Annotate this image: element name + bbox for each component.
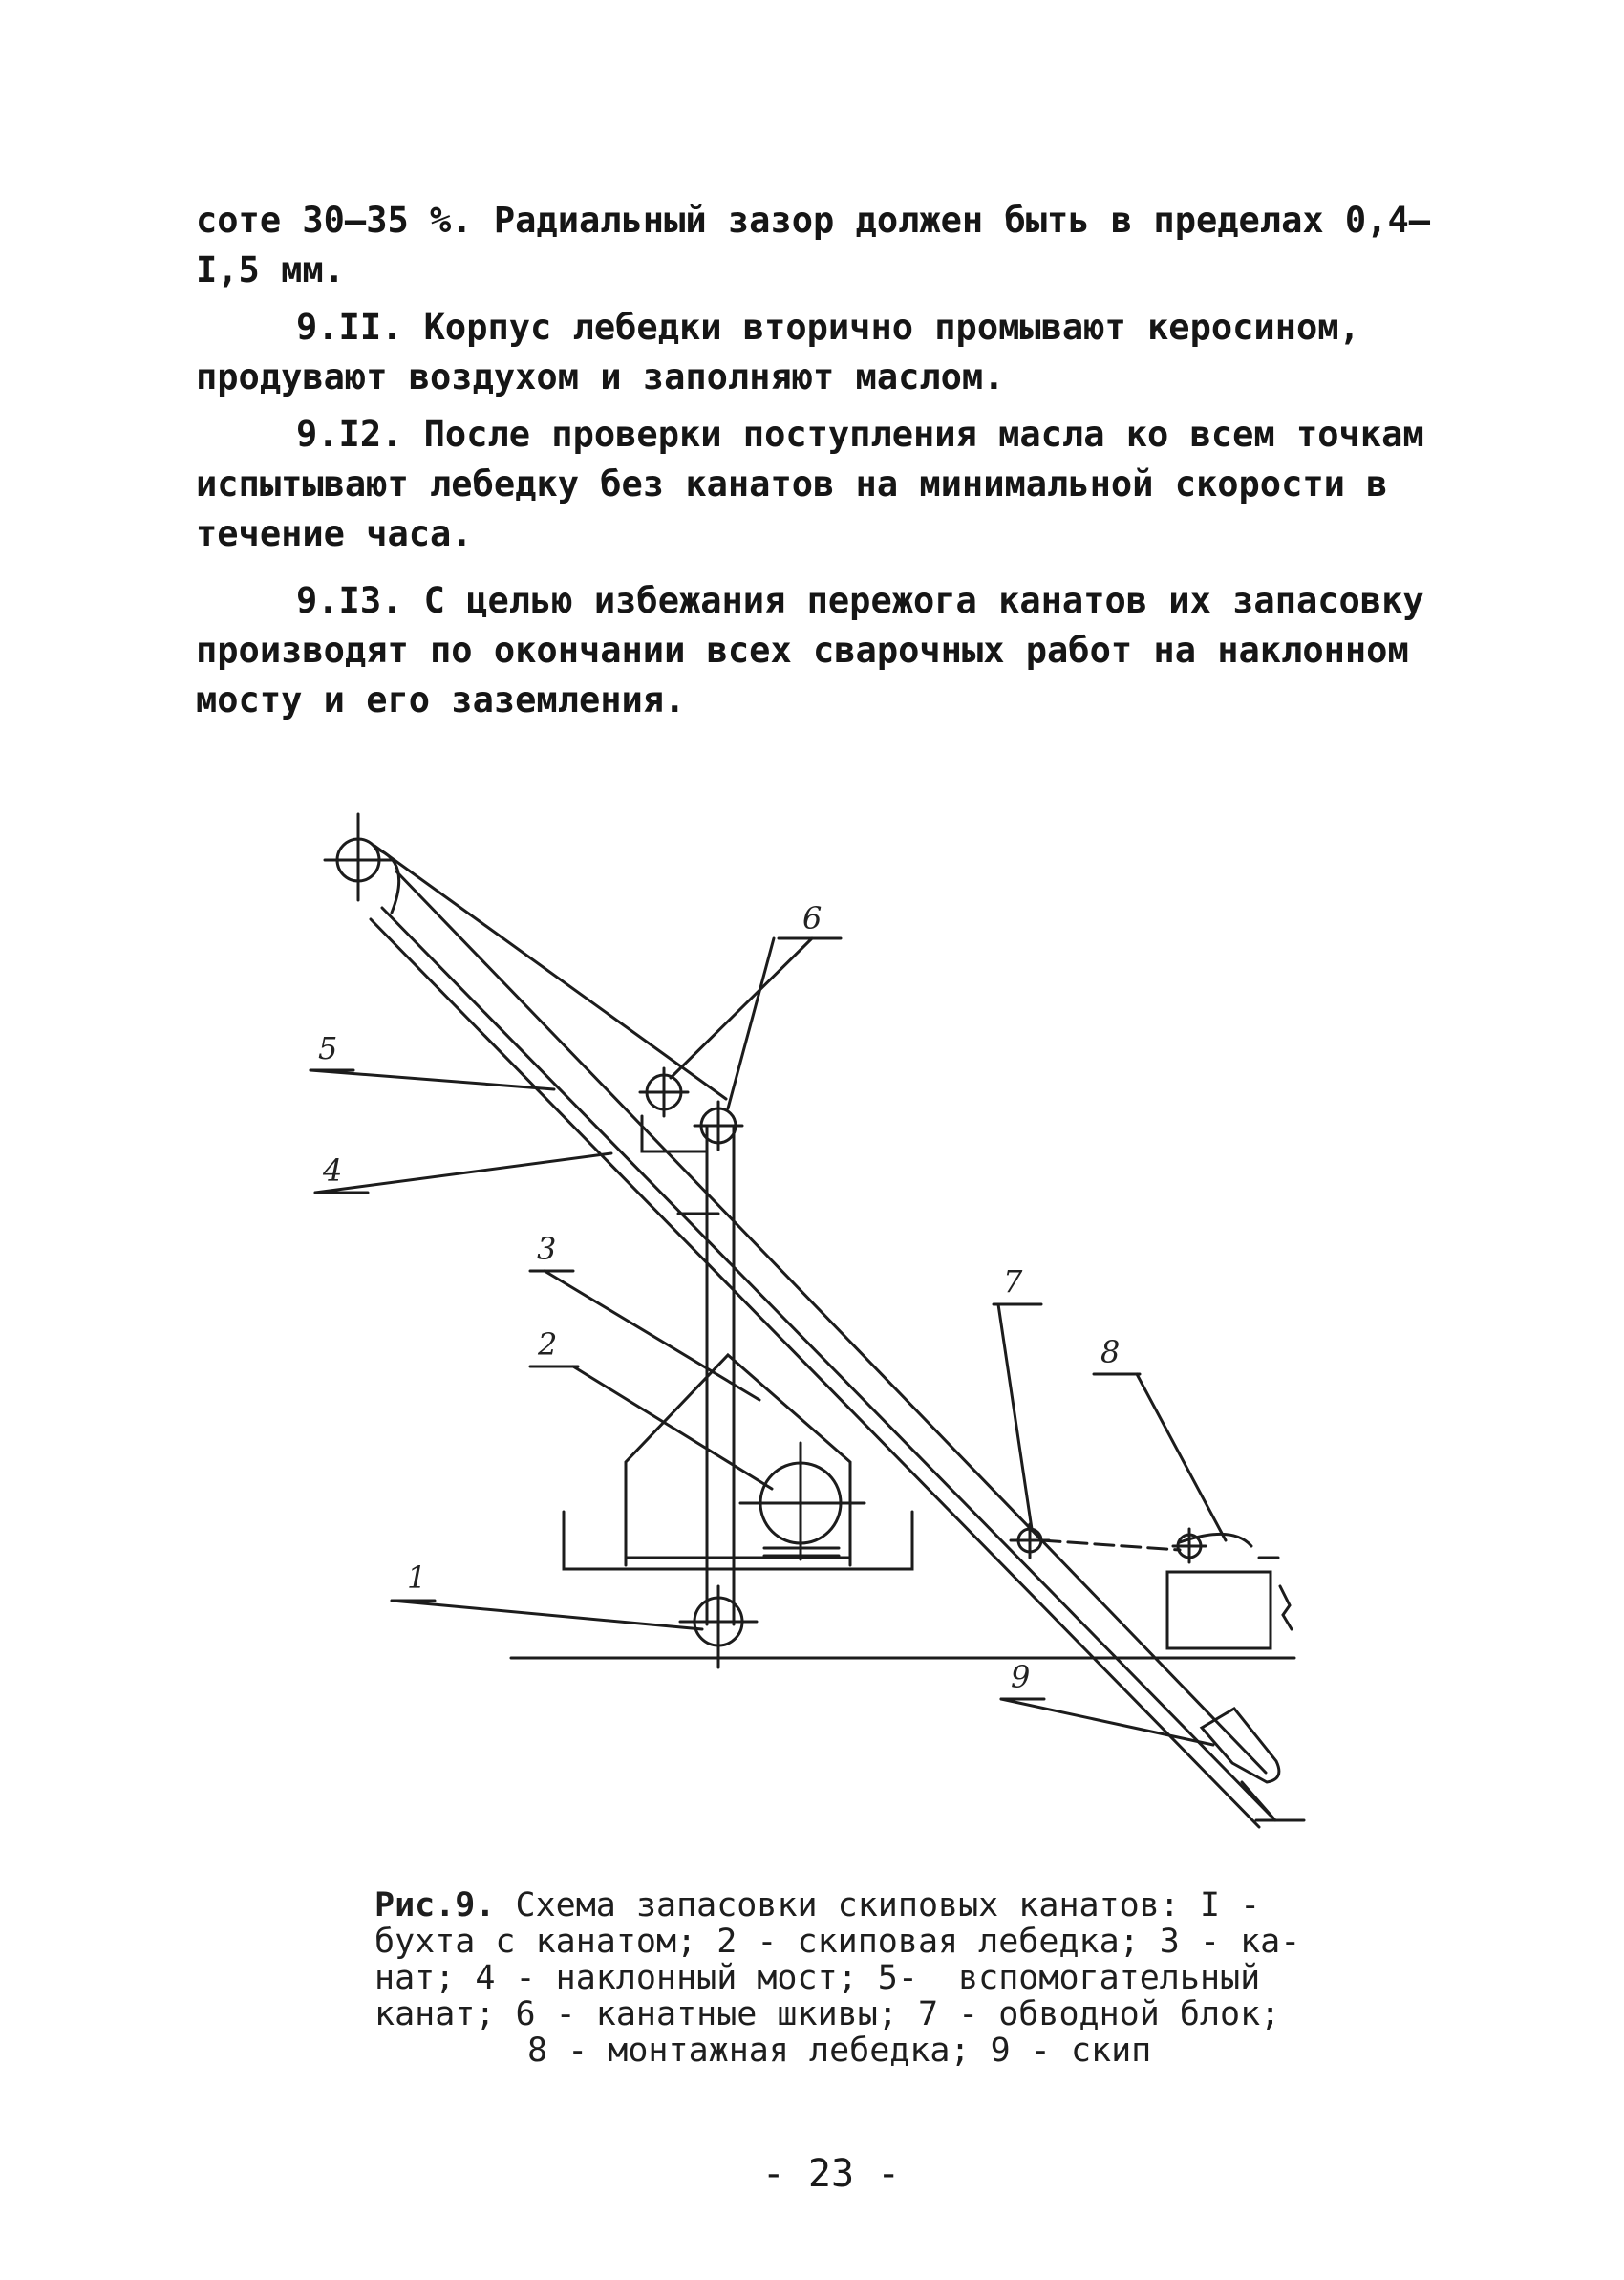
- callout-5: 5: [318, 1030, 338, 1066]
- auxiliary-rope: [396, 871, 1266, 1773]
- skip-rope-upper: [374, 846, 726, 1099]
- page-number: - 23 -: [761, 2152, 901, 2196]
- callout-7: 7: [1003, 1263, 1023, 1300]
- figure-label: Рис.9.: [374, 1886, 496, 1925]
- caption-line-3: нат; 4 - наклонный мост; 5- вспомогательный: [374, 1959, 1261, 1997]
- inclined-bridge-edge-upper: [382, 908, 1271, 1816]
- callout-1: 1: [407, 1559, 427, 1596]
- caption-line-2: бухта с канатом; 2 - скиповая лебедка; 3 - ка-: [374, 1923, 1301, 1961]
- caption-line-1: Схема запасовки скиповых канатов: I -: [495, 1886, 1261, 1925]
- callout-3: 3: [537, 1231, 557, 1267]
- caption-line-4: канат; 6 - канатные шкивы; 7 - обводной блок;: [374, 1995, 1281, 2033]
- paragraph-9-12: 9.I2. После проверки поступления масла ко всем точкам испытывают лебедку без канатов на минимальной скорости в течение часа.: [196, 414, 1424, 554]
- callout-4: 4: [323, 1152, 343, 1189]
- callout-8: 8: [1100, 1334, 1121, 1370]
- caption-line-5: 8 - монтажная лебедка; 9 - скип: [527, 2032, 1152, 2070]
- winch-cable: [1041, 1540, 1180, 1550]
- paragraph-9-11: 9.II. Корпус лебедки вторично промывают керосином, продувают воздухом и заполняют маслом.: [196, 307, 1360, 398]
- callout-9: 9: [1011, 1659, 1031, 1695]
- callout-2: 2: [538, 1326, 558, 1363]
- callout-6: 6: [802, 900, 823, 936]
- paragraph-9-13: 9.I3. С целью избежания пережога канатов их запасовку производят по окончании всех сварочных работ на наклонном мосту и его заземления.: [196, 580, 1424, 721]
- paragraph-continuation: соте 30–35 %. Радиальный зазор должен быть в пределах 0,4–I,5 мм.: [196, 200, 1431, 290]
- winch-base: [564, 1512, 912, 1569]
- erection-winch: [1167, 1572, 1271, 1648]
- figure-caption: [374, 1887, 1330, 2069]
